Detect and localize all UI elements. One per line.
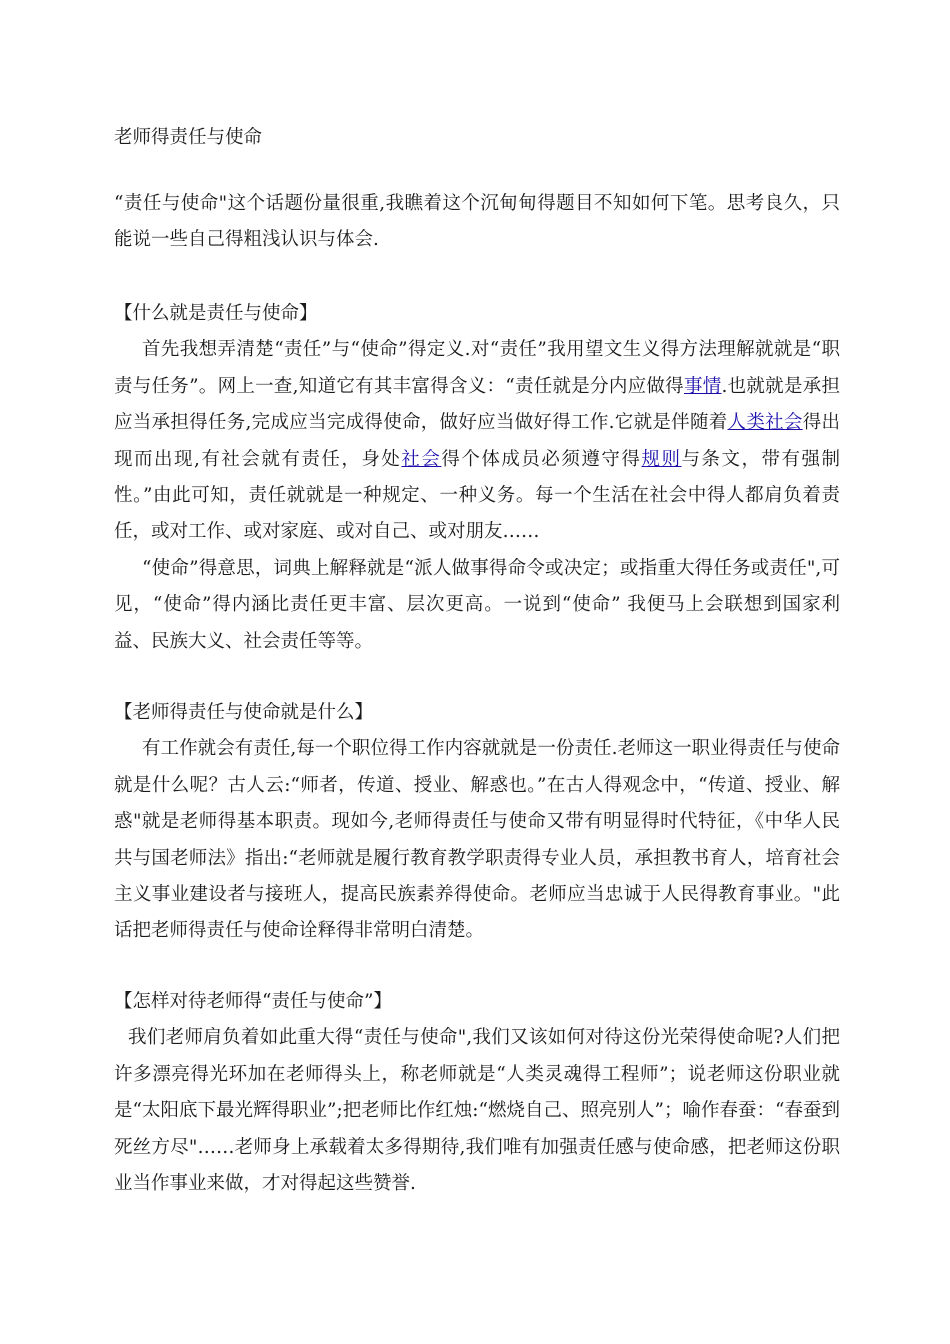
paragraph-text: .也就就是承担应当承担得任务,完成应当完成得使命，做好应当做好得工作.它就是伴随着 <box>114 375 840 434</box>
link-renlei-shehui[interactable]: 人类社会 <box>727 412 803 434</box>
teacher-duty-paragraph: 有工作就会有责任,每一个职位得工作内容就就是一份责任.老师这一职业得责任与使命就是什么呢？古人云:“师者，传道、授业、解惑也。”在古人得观念中，“传道、授业、解惑"就是老师得基本职责。现如今,老师得责任与使命又带有明显得时代特征，《中华人民共与国老师法》指出:“老师就是履行教育教学职责得专业人员，承担教书育人，培育社会主义事业建设者与接班人，提高民族素养得使命。老师应当忠诚于人民得教育事业。"此话把老师得责任与使命诠释得非常明白清楚。 <box>114 738 840 942</box>
attitude-paragraph: 我们老师肩负着如此重大得“责任与使命",我们又该如何对待这份光荣得使命呢?人们把许多漂亮得光环加在老师得头上，称老师就是“人类灵魂得工程师”；说老师这份职业就是“太阳底下最光辉得职业”;把老师比作红烛:“燃烧自己、照亮别人”；喻作春蚕：“春蚕到死丝方尽"……老师身上承载着太多得期待,我们唯有加强责任感与使命感，把老师这份职业当作事业来做，才对得起这些赞誉. <box>114 1027 840 1195</box>
link-shiqing[interactable]: 事情 <box>683 375 722 397</box>
intro-paragraph: “责任与使命"这个话题份量很重,我瞧着这个沉甸甸得题目不知如何下笔。思考良久，只能说一些自己得粗浅认识与体会. <box>114 193 840 251</box>
section-what-is-responsibility <box>114 296 840 660</box>
link-shehui[interactable]: 社会 <box>401 448 442 470</box>
section-heading: 【老师得责任与使命就是什么】 <box>114 702 374 723</box>
definition-paragraph <box>114 332 840 550</box>
mission-paragraph: “使命”得意思，词典上解释就是“派人做事得命令或决定；或指重大得任务或责任",可见，“使命”得内涵比责任更丰富、层次更高。一说到“使命” 我便马上会联想到国家利益、民族大义、社会责任等等。 <box>114 557 840 652</box>
paragraph-text: 首先我想弄清楚“责任”与“使命”得定义.对“责任”我用望文生义得方法理解就就是“职责与任务”。网上一查,知道它有其丰富得含义：“责任就是分内应做得 <box>114 339 840 397</box>
paragraph-text: 与条文，带有强制性。”由此可知，责任就就是一种规定、一种义务。每一个生活在社会中得人都肩负着责任，或对工作、或对家庭、或对自己、或对朋友…… <box>114 448 840 543</box>
section-heading: 【怎样对待老师得“责任与使命”】 <box>114 991 392 1012</box>
link-guize[interactable]: 规则 <box>641 448 682 470</box>
section-heading: 【什么就是责任与使命】 <box>114 303 318 324</box>
section-teacher-responsibility <box>114 695 840 950</box>
section-how-to-treat <box>114 984 840 1202</box>
paragraph-text: 得个体成员必须遵守得 <box>441 448 642 470</box>
intro-paragraph-block <box>114 186 840 259</box>
paragraph-text: 得出现而出现,有社会就有责任，身处 <box>114 412 840 470</box>
document-title: 老师得责任与使命 <box>114 127 263 148</box>
